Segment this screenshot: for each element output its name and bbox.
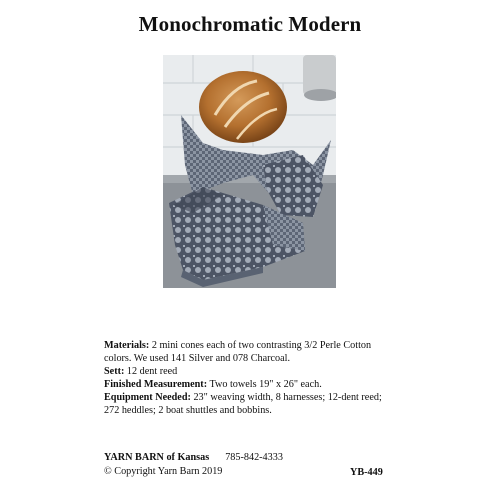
equipment-label: Equipment Needed: — [104, 392, 191, 403]
pattern-details — [104, 339, 396, 417]
page-title: Monochromatic Modern — [138, 12, 362, 36]
sett-text: 12 dent reed — [124, 366, 178, 377]
equipment-text: 23" weaving width, 8 harnesses; 12-dent reed; 272 heddles; 2 boat shuttles and bobbins. — [104, 392, 382, 416]
footer-contact — [104, 451, 396, 465]
brand-name: YARN BARN of Kansas — [104, 452, 210, 463]
finished-line — [104, 378, 396, 391]
finished-text: Two towels 19" x 26" each. — [207, 379, 322, 390]
sett-label: Sett: — [104, 366, 125, 377]
sett-line — [104, 365, 396, 378]
materials-label: Materials: — [104, 340, 150, 351]
copyright-notice: © Copyright Yarn Barn 2019 — [104, 466, 223, 477]
phone-number: 785-842-4333 — [225, 452, 283, 463]
finished-label: Finished Measurement: — [104, 379, 208, 390]
materials-line — [104, 339, 396, 365]
pattern-code: YB-449 — [350, 467, 383, 478]
materials-text: 2 mini cones each of two contrasting 3/2 Perle Cotton colors. We used 141 Silver and 078 Charcoal. — [104, 340, 372, 364]
towel-photo — [163, 55, 336, 288]
equipment-line — [104, 391, 396, 417]
